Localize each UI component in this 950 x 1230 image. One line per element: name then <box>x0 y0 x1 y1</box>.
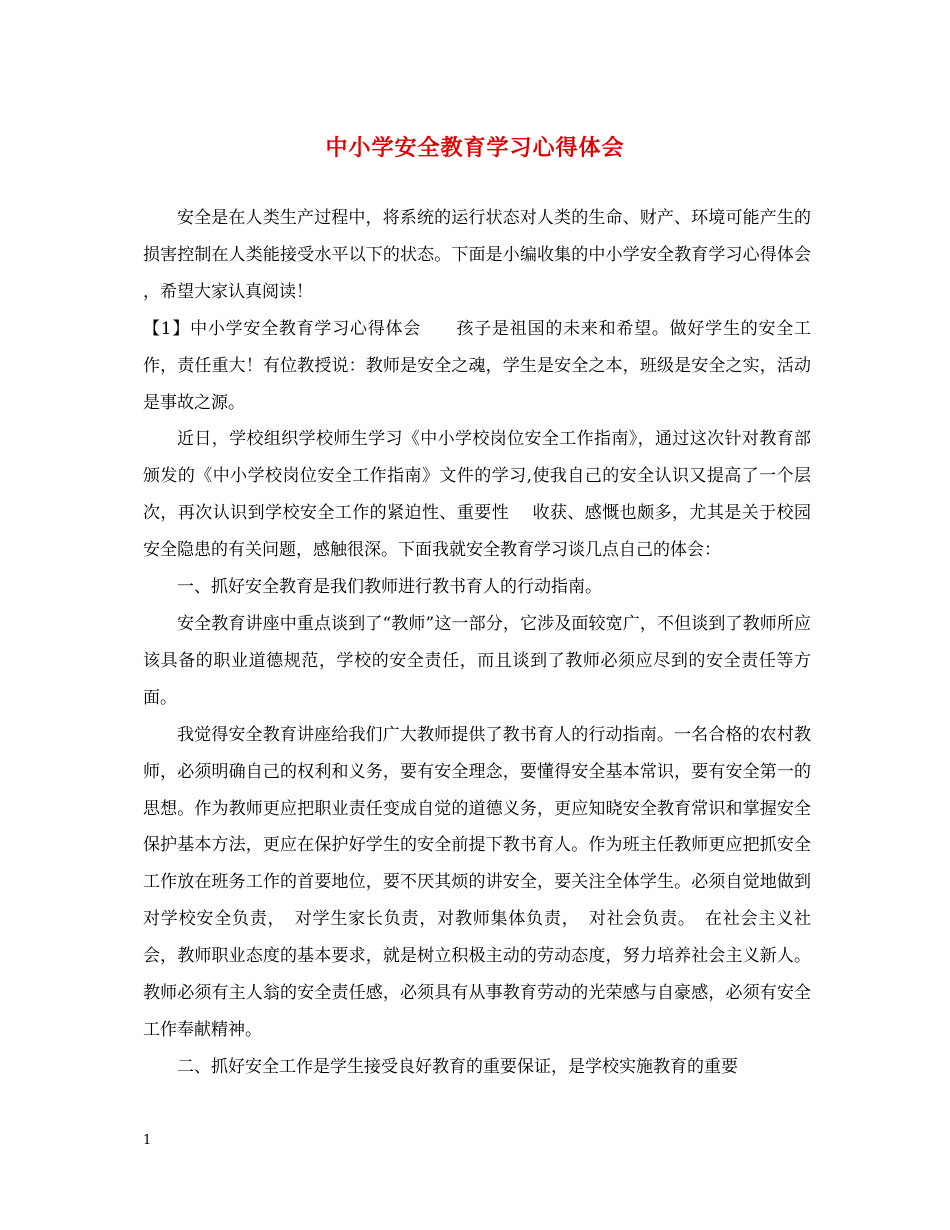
paragraph-intro: 安全是在人类生产过程中，将系统的运行状态对人类的生命、财产、环境可能产生的损害控制在人类能接受水平以下的状态。下面是小编收集的中小学安全教育学习心得体会 ，希望大家认真阅读！ <box>143 208 811 302</box>
heading-point-1: 一、抓好安全教育是我们教师进行教书育人的行动指南。 <box>177 577 602 598</box>
paragraph-section-1: 【1】中小学安全教育学习心得体会 孩子是祖国的未来和希望。做好学生的安全工作，责任重大！有位教授说：教师是安全之魂，学生是安全之本，班级是安全之实，活动是事故之源。 <box>143 318 811 413</box>
heading-point-2: 二、抓好安全工作是学生接受良好教育的重要保证，是学校实施教育的重要 <box>177 1056 738 1077</box>
document-body <box>143 200 811 1086</box>
paragraph-teacher-guidance: 我觉得安全教育讲座给我们广大教师提供了教书育人的行动指南。一名合格的农村教师，必须明确自己的权利和义务，要有安全理念，要懂得安全基本常识，要有安全第一的思想。作为教师更应把职业责任变成自觉的道德义务，更应知晓安全教育常识和掌握安全保护基本方法，更应在保护好学生的安全前提下教书育人。作为班主任教师更应把抓安全工作放在班务工作的首要地位，要不厌其烦的讲安全，要关注全体学生。必须自觉地做到对学校安全负责， 对学生家长负责，对教师集体负责， 对社会负责。 在社会主义社会，教师职业态度的基本要求，就是树立积极主动的劳动态度，努力培养社会主义新人。教师必须有主人翁的安全责任感，必须具有从事教育劳动的光荣感与自豪感，必须有安全工作奉献精神。 <box>143 724 811 1040</box>
paragraph-lecture-focus: 安全教育讲座中重点谈到了“教师”这一部分，它涉及面较宽广，不但谈到了教师所应该具备的职业道德规范，学校的安全责任，而且谈到了教师必须应尽到的安全责任等方面。 <box>143 613 811 708</box>
document-title: 中小学安全教育学习心得体会 <box>325 135 625 161</box>
page-number: 1 <box>143 1133 152 1148</box>
paragraph-recent-study: 近日，学校组织学校师生学习《中小学校岗位安全工作指南》，通过这次针对教育部颁发的《中小学校岗位安全工作指南》文件的学习,使我自己的安全认识又提高了一个层次，再次认识到学校安全工作的紧迫性、重要性 收获、感慨也颇多，尤其是关于校园安全隐患的有关问题，感触很深。下面我就安全教育学习谈几点自己的体会： <box>143 429 811 561</box>
